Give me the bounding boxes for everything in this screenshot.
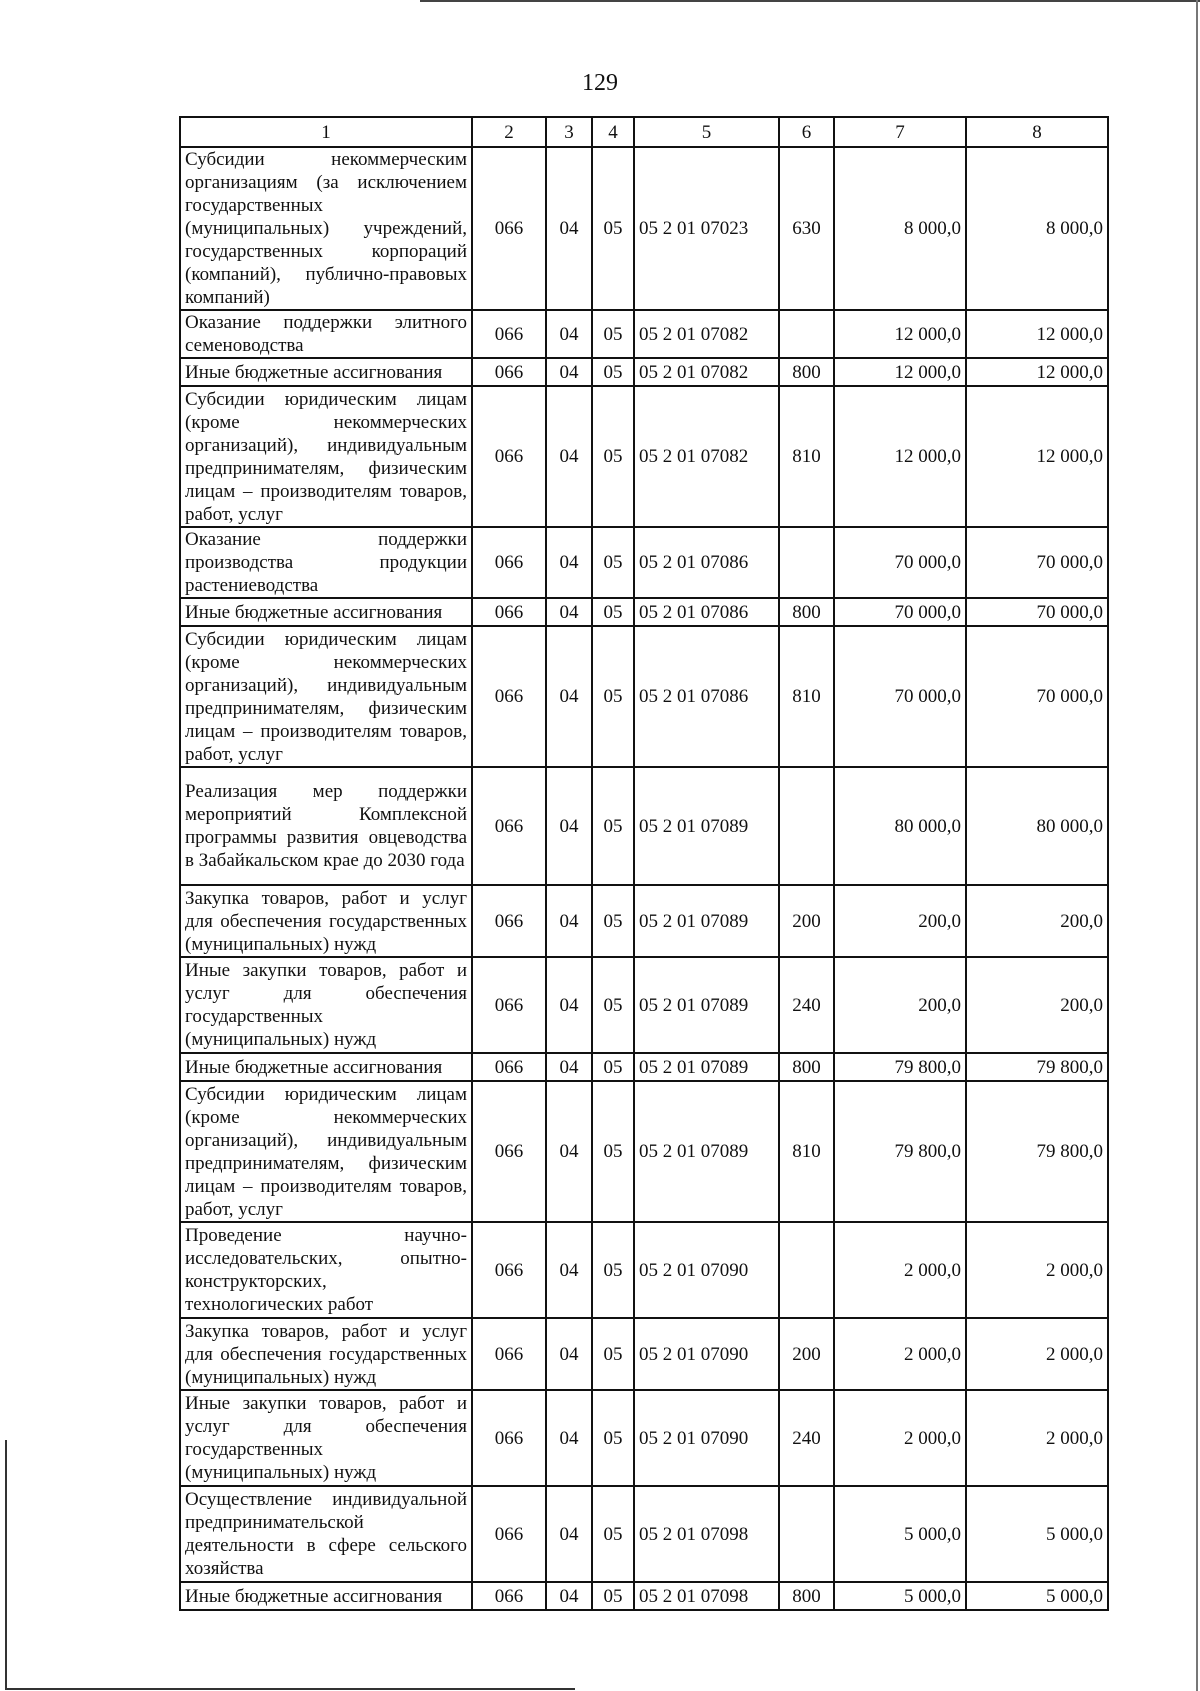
expense-type-cell: 200 (779, 885, 834, 957)
target-article-cell: 05 2 01 07089 (634, 1081, 779, 1222)
target-article-cell: 05 2 01 07090 (634, 1390, 779, 1486)
column-header: 2 (472, 117, 546, 147)
section-cell: 04 (546, 957, 592, 1053)
amount-cell-8: 70 000,0 (966, 626, 1108, 767)
expense-type-cell: 810 (779, 626, 834, 767)
target-article-cell: 05 2 01 07098 (634, 1486, 779, 1582)
table-row (180, 147, 1108, 310)
section-cell: 04 (546, 885, 592, 957)
amount-cell-8: 12 000,0 (966, 310, 1108, 358)
table-row (180, 885, 1108, 957)
section-cell: 04 (546, 598, 592, 626)
expense-type-cell: 800 (779, 358, 834, 386)
table-row (180, 767, 1108, 885)
expense-type-cell: 800 (779, 1053, 834, 1081)
section-cell: 04 (546, 1582, 592, 1610)
table-body (180, 147, 1108, 1610)
amount-cell-8: 8 000,0 (966, 147, 1108, 310)
amount-cell-8: 12 000,0 (966, 386, 1108, 527)
amount-cell-7: 2 000,0 (834, 1390, 966, 1486)
table-row (180, 310, 1108, 358)
table-row (180, 1053, 1108, 1081)
ministry-code-cell: 066 (472, 1081, 546, 1222)
target-article-cell: 05 2 01 07023 (634, 147, 779, 310)
target-article-cell: 05 2 01 07089 (634, 767, 779, 885)
subsection-cell: 05 (592, 767, 634, 885)
subsection-cell: 05 (592, 957, 634, 1053)
amount-cell-8: 70 000,0 (966, 598, 1108, 626)
amount-cell-7: 2 000,0 (834, 1222, 966, 1318)
row-name-cell: Иные бюджетные ассигнования (180, 598, 472, 626)
ministry-code-cell: 066 (472, 767, 546, 885)
table-row (180, 1582, 1108, 1610)
target-article-cell: 05 2 01 07082 (634, 310, 779, 358)
scan-edge-bottom (5, 1688, 575, 1690)
section-cell: 04 (546, 310, 592, 358)
column-header: 3 (546, 117, 592, 147)
section-cell: 04 (546, 358, 592, 386)
amount-cell-8: 2 000,0 (966, 1390, 1108, 1486)
table-row (180, 626, 1108, 767)
scan-edge-left (5, 1440, 7, 1690)
scan-edge-right (1196, 0, 1198, 1691)
table-row (180, 1390, 1108, 1486)
column-header: 4 (592, 117, 634, 147)
expense-type-cell: 800 (779, 598, 834, 626)
target-article-cell: 05 2 01 07086 (634, 598, 779, 626)
target-article-cell: 05 2 01 07086 (634, 527, 779, 598)
section-cell: 04 (546, 1053, 592, 1081)
expense-type-cell: 810 (779, 386, 834, 527)
scan-edge-top (420, 0, 1200, 2)
amount-cell-7: 79 800,0 (834, 1081, 966, 1222)
section-cell: 04 (546, 527, 592, 598)
amount-cell-7: 12 000,0 (834, 310, 966, 358)
subsection-cell: 05 (592, 386, 634, 527)
ministry-code-cell: 066 (472, 527, 546, 598)
table-row (180, 1318, 1108, 1390)
amount-cell-8: 12 000,0 (966, 358, 1108, 386)
row-name-cell: Закупка товаров, работ и услуг для обеспечения государственных (муниципальных) нужд (180, 1318, 472, 1390)
table-header-row (180, 117, 1108, 147)
amount-cell-7: 200,0 (834, 957, 966, 1053)
section-cell: 04 (546, 1390, 592, 1486)
target-article-cell: 05 2 01 07090 (634, 1318, 779, 1390)
row-name-cell: Реализация мер поддержки мероприятий Комплексной программы развития овцеводства в Забайкальском крае до 2030 года (180, 767, 472, 885)
amount-cell-8: 200,0 (966, 885, 1108, 957)
amount-cell-8: 200,0 (966, 957, 1108, 1053)
amount-cell-7: 80 000,0 (834, 767, 966, 885)
column-header: 6 (779, 117, 834, 147)
row-name-cell: Иные закупки товаров, работ и услуг для обеспечения государственных (муниципальных) нужд (180, 1390, 472, 1486)
ministry-code-cell: 066 (472, 626, 546, 767)
subsection-cell: 05 (592, 1582, 634, 1610)
row-name-cell: Субсидии юридическим лицам (кроме некоммерческих организаций), индивидуальным предпринимателям, физическим лицам – производителям товаров, работ, услуг (180, 1081, 472, 1222)
target-article-cell: 05 2 01 07089 (634, 885, 779, 957)
subsection-cell: 05 (592, 310, 634, 358)
budget-table (179, 116, 1109, 1611)
table-row (180, 358, 1108, 386)
ministry-code-cell: 066 (472, 1053, 546, 1081)
expense-type-cell (779, 1486, 834, 1582)
expense-type-cell (779, 767, 834, 885)
ministry-code-cell: 066 (472, 598, 546, 626)
table-row (180, 957, 1108, 1053)
column-header: 8 (966, 117, 1108, 147)
row-name-cell: Иные бюджетные ассигнования (180, 358, 472, 386)
subsection-cell: 05 (592, 147, 634, 310)
ministry-code-cell: 066 (472, 885, 546, 957)
amount-cell-7: 12 000,0 (834, 358, 966, 386)
ministry-code-cell: 066 (472, 1318, 546, 1390)
target-article-cell: 05 2 01 07089 (634, 1053, 779, 1081)
subsection-cell: 05 (592, 1053, 634, 1081)
column-header: 5 (634, 117, 779, 147)
amount-cell-8: 2 000,0 (966, 1318, 1108, 1390)
amount-cell-7: 8 000,0 (834, 147, 966, 310)
row-name-cell: Оказание поддержки элитного семеноводства (180, 310, 472, 358)
subsection-cell: 05 (592, 1390, 634, 1486)
table-row (180, 1081, 1108, 1222)
ministry-code-cell: 066 (472, 310, 546, 358)
ministry-code-cell: 066 (472, 358, 546, 386)
row-name-cell: Закупка товаров, работ и услуг для обеспечения государственных (муниципальных) нужд (180, 885, 472, 957)
row-name-cell: Проведение научно-исследовательских, опытно-конструкторских, технологических работ (180, 1222, 472, 1318)
target-article-cell: 05 2 01 07098 (634, 1582, 779, 1610)
subsection-cell: 05 (592, 1081, 634, 1222)
ministry-code-cell: 066 (472, 1582, 546, 1610)
page-number: 129 (582, 70, 618, 96)
amount-cell-7: 200,0 (834, 885, 966, 957)
amount-cell-7: 12 000,0 (834, 386, 966, 527)
table-row (180, 1222, 1108, 1318)
subsection-cell: 05 (592, 885, 634, 957)
row-name-cell: Осуществление индивидуальной предпринимательской деятельности в сфере сельского хозяйства (180, 1486, 472, 1582)
target-article-cell: 05 2 01 07086 (634, 626, 779, 767)
table-row (180, 598, 1108, 626)
expense-type-cell: 800 (779, 1582, 834, 1610)
section-cell: 04 (546, 626, 592, 767)
amount-cell-7: 5 000,0 (834, 1486, 966, 1582)
target-article-cell: 05 2 01 07082 (634, 386, 779, 527)
expense-type-cell: 200 (779, 1318, 834, 1390)
subsection-cell: 05 (592, 1318, 634, 1390)
amount-cell-7: 2 000,0 (834, 1318, 966, 1390)
target-article-cell: 05 2 01 07082 (634, 358, 779, 386)
table-row (180, 386, 1108, 527)
section-cell: 04 (546, 1486, 592, 1582)
amount-cell-8: 2 000,0 (966, 1222, 1108, 1318)
ministry-code-cell: 066 (472, 1390, 546, 1486)
section-cell: 04 (546, 1318, 592, 1390)
section-cell: 04 (546, 1081, 592, 1222)
row-name-cell: Субсидии юридическим лицам (кроме некоммерческих организаций), индивидуальным предпринимателям, физическим лицам – производителям товаров, работ, услуг (180, 626, 472, 767)
table-row (180, 1486, 1108, 1582)
row-name-cell: Иные закупки товаров, работ и услуг для обеспечения государственных (муниципальных) нужд (180, 957, 472, 1053)
amount-cell-7: 79 800,0 (834, 1053, 966, 1081)
amount-cell-7: 5 000,0 (834, 1582, 966, 1610)
expense-type-cell: 810 (779, 1081, 834, 1222)
expense-type-cell (779, 1222, 834, 1318)
row-name-cell: Субсидии юридическим лицам (кроме некоммерческих организаций), индивидуальным предпринимателям, физическим лицам – производителям товаров, работ, услуг (180, 386, 472, 527)
amount-cell-8: 80 000,0 (966, 767, 1108, 885)
expense-type-cell: 240 (779, 1390, 834, 1486)
subsection-cell: 05 (592, 1486, 634, 1582)
ministry-code-cell: 066 (472, 147, 546, 310)
expense-type-cell: 630 (779, 147, 834, 310)
subsection-cell: 05 (592, 527, 634, 598)
ministry-code-cell: 066 (472, 1222, 546, 1318)
section-cell: 04 (546, 767, 592, 885)
subsection-cell: 05 (592, 358, 634, 386)
subsection-cell: 05 (592, 626, 634, 767)
row-name-cell: Субсидии некоммерческим организациям (за исключением государственных (муниципальных) учреждений, государственных корпораций (компаний), публично-правовых компаний) (180, 147, 472, 310)
expense-type-cell (779, 527, 834, 598)
expense-type-cell: 240 (779, 957, 834, 1053)
amount-cell-7: 70 000,0 (834, 598, 966, 626)
amount-cell-8: 79 800,0 (966, 1053, 1108, 1081)
amount-cell-7: 70 000,0 (834, 527, 966, 598)
subsection-cell: 05 (592, 1222, 634, 1318)
table-row (180, 527, 1108, 598)
row-name-cell: Иные бюджетные ассигнования (180, 1582, 472, 1610)
subsection-cell: 05 (592, 598, 634, 626)
section-cell: 04 (546, 386, 592, 527)
amount-cell-7: 70 000,0 (834, 626, 966, 767)
column-header: 1 (180, 117, 472, 147)
amount-cell-8: 79 800,0 (966, 1081, 1108, 1222)
amount-cell-8: 70 000,0 (966, 527, 1108, 598)
section-cell: 04 (546, 147, 592, 310)
section-cell: 04 (546, 1222, 592, 1318)
ministry-code-cell: 066 (472, 957, 546, 1053)
column-header: 7 (834, 117, 966, 147)
amount-cell-8: 5 000,0 (966, 1582, 1108, 1610)
row-name-cell: Оказание поддержки производства продукции растениеводства (180, 527, 472, 598)
target-article-cell: 05 2 01 07089 (634, 957, 779, 1053)
target-article-cell: 05 2 01 07090 (634, 1222, 779, 1318)
row-name-cell: Иные бюджетные ассигнования (180, 1053, 472, 1081)
amount-cell-8: 5 000,0 (966, 1486, 1108, 1582)
expense-type-cell (779, 310, 834, 358)
ministry-code-cell: 066 (472, 386, 546, 527)
ministry-code-cell: 066 (472, 1486, 546, 1582)
